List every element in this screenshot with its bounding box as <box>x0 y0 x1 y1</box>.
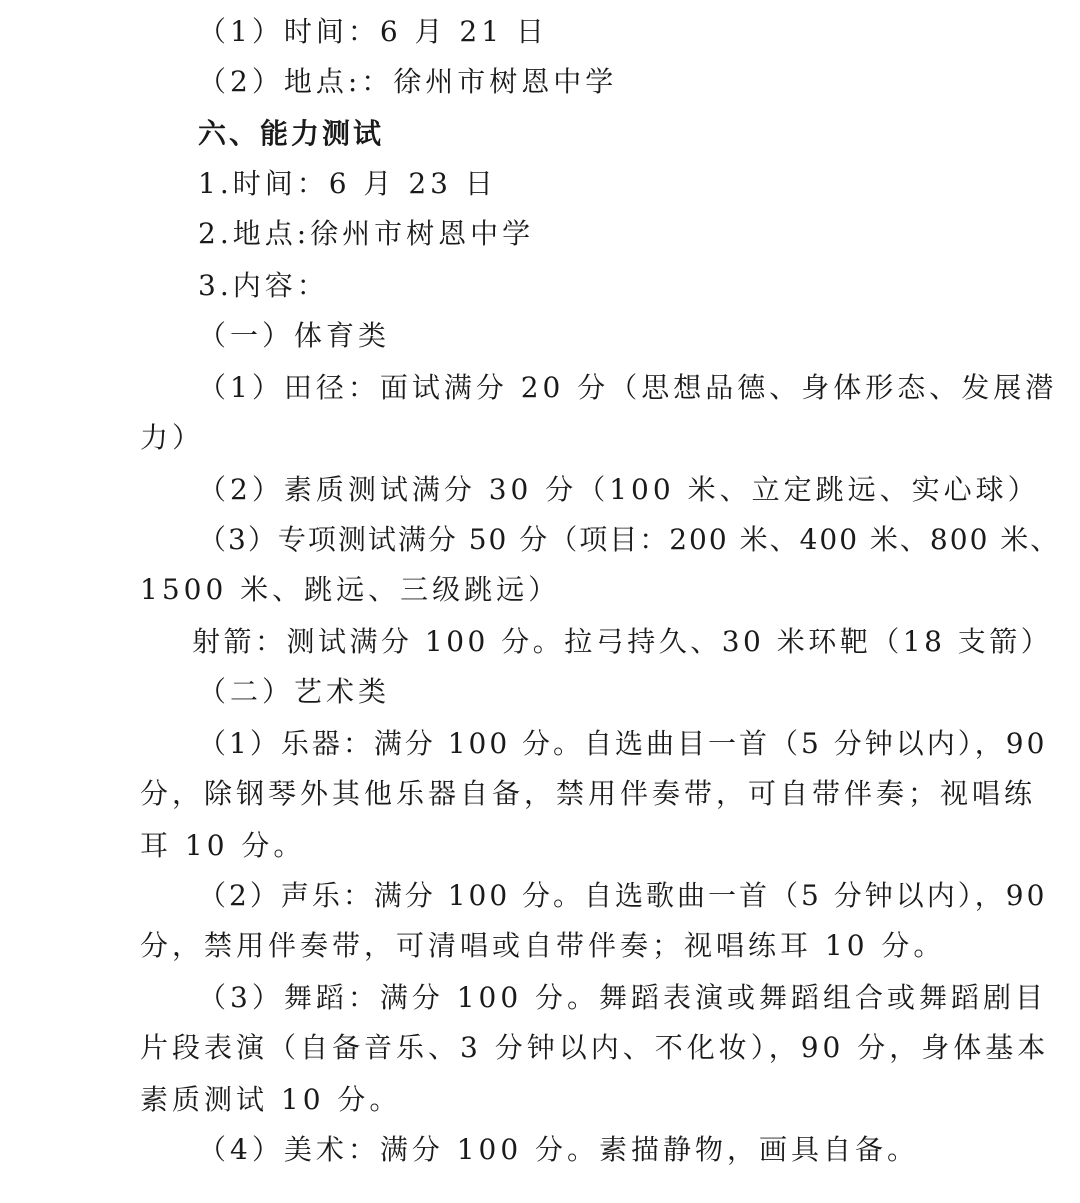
text-line-special-test-cont: 1500 米、跳远、三级跳远） <box>140 573 561 606</box>
text-line-vocal-cont: 分，禁用伴奏带，可清唱或自带伴奏；视唱练耳 10 分。 <box>140 929 946 962</box>
text-line-special-test: （3）专项测试满分 50 分（项目：200 米、400 米、800 米、 <box>198 523 1061 556</box>
text-line-instrument: （1）乐器：满分 100 分。自选曲目一首（5 分钟以内），90 <box>198 727 1048 760</box>
text-line-dance: （3）舞蹈：满分 100 分。舞蹈表演或舞蹈组合或舞蹈剧目 <box>198 981 1048 1014</box>
text-line-archery: 射箭：测试满分 100 分。拉弓持久、30 米环靶（18 支箭） <box>192 625 1053 658</box>
text-line-track-field: （1）田径：面试满分 20 分（思想品德、身体形态、发展潜 <box>198 371 1058 404</box>
text-line-location-1: （2）地点:：徐州市树恩中学 <box>198 65 618 98</box>
text-line-quality-test: （2）素质测试满分 30 分（100 米、立定跳远、实心球） <box>198 473 1040 506</box>
subsection-sports: （一）体育类 <box>198 319 391 352</box>
text-line-time-2: 1.时间：6 月 23 日 <box>198 167 497 200</box>
text-line-vocal: （2）声乐：满分 100 分。自选歌曲一首（5 分钟以内），90 <box>198 879 1048 912</box>
text-line-location-2: 2.地点:徐州市树恩中学 <box>198 217 535 250</box>
section-heading-ability-test: 六、能力测试 <box>198 117 385 150</box>
text-line-track-field-cont: 力） <box>140 421 205 454</box>
text-line-instrument-end: 耳 10 分。 <box>140 829 306 862</box>
text-line-instrument-cont: 分，除钢琴外其他乐器自备，禁用伴奏带，可自带伴奏；视唱练 <box>140 777 1037 810</box>
text-line-fine-arts: （4）美术：满分 100 分。素描静物，画具自备。 <box>198 1133 920 1166</box>
subsection-arts: （二）艺术类 <box>198 675 391 708</box>
text-line-time-1: （1）时间：6 月 21 日 <box>198 15 548 48</box>
text-line-content-label: 3.内容： <box>198 269 329 302</box>
text-line-dance-end: 素质测试 10 分。 <box>140 1083 402 1116</box>
text-line-dance-cont: 片段表演（自备音乐、3 分钟以内、不化妆），90 分，身体基本 <box>140 1031 1050 1064</box>
